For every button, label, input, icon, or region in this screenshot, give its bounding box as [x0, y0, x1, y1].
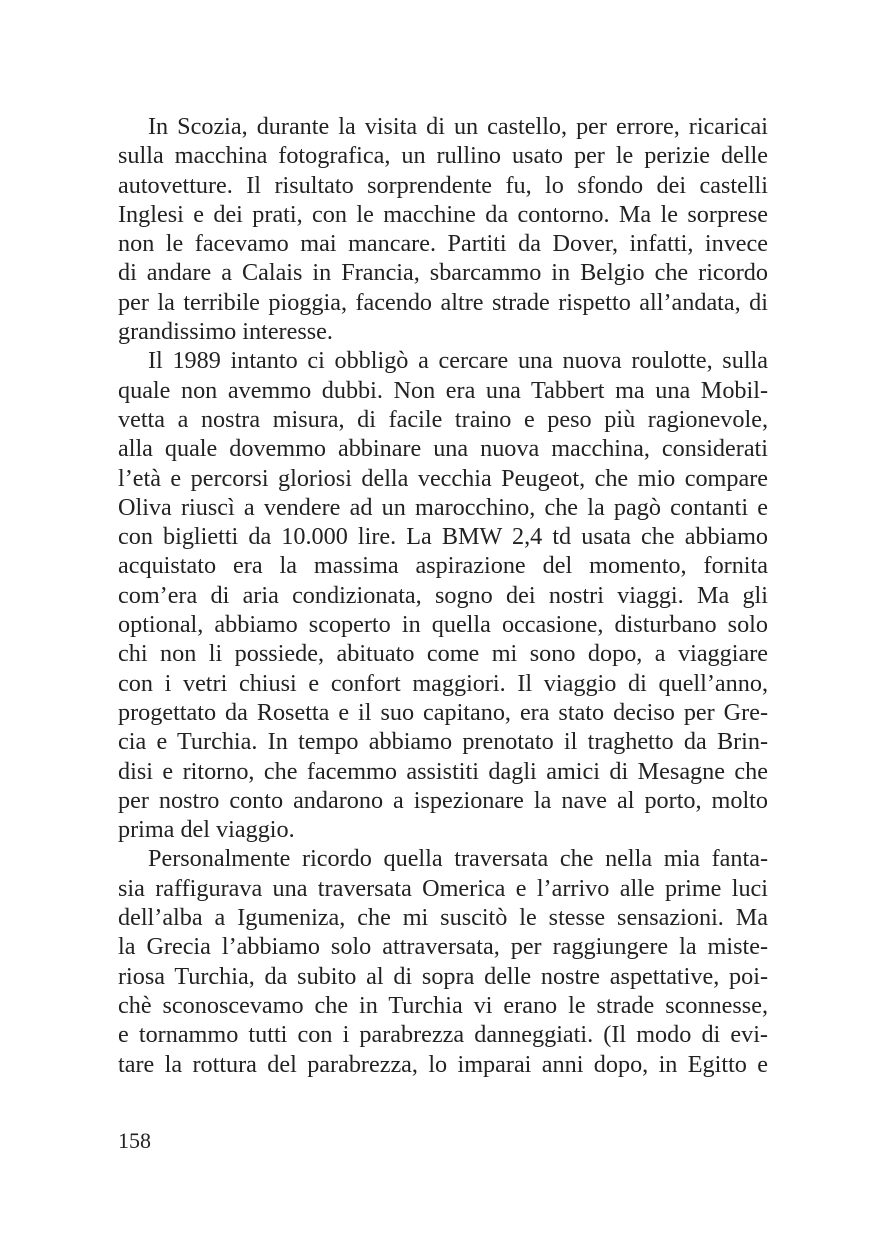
text-line: dell’alba a Igumeniza, che mi suscitò le stesse sensazioni. Ma — [118, 904, 768, 932]
text-line: disi e ritorno, che facemmo assistiti dagli amici di Mesagne che — [118, 757, 768, 785]
text-line: com’era di aria condizionata, sogno dei nostri viaggi. Ma gli — [118, 581, 768, 609]
text-line: riosa Turchia, da subito al di sopra delle nostre aspettative, poi- — [118, 962, 768, 990]
text-line: sia raffigurava una traversata Omerica e l’arrivo alle prime luci — [118, 874, 768, 902]
text-line: optional, abbiamo scoperto in quella occasione, disturbano solo — [118, 611, 768, 639]
text-line: non le facevamo mai mancare. Partiti da Dover, infatti, invece — [118, 230, 768, 258]
text-line: vetta a nostra misura, di facile traino e peso più ragionevole, — [118, 405, 768, 433]
text-line: per la terribile pioggia, facendo altre strade rispetto all’andata, di — [118, 288, 768, 316]
text-line: con i vetri chiusi e confort maggiori. Il viaggio di quell’anno, — [118, 669, 768, 697]
paragraph-1 — [118, 112, 768, 346]
page-number: 158 — [118, 1128, 151, 1153]
text-line: tare la rottura del parabrezza, lo imparai anni dopo, in Egitto e — [118, 1050, 768, 1078]
text-line: e tornammo tutti con i parabrezza danneggiati. (Il modo di evi- — [118, 1021, 768, 1049]
text-line: chi non li possiede, abituato come mi sono dopo, a viaggiare — [118, 640, 768, 668]
body-text — [118, 112, 768, 1079]
text-line: Il 1989 intanto ci obbligò a cercare una nuova roulotte, sulla — [148, 347, 768, 375]
text-line: con biglietti da 10.000 lire. La BMW 2,4 td usata che abbiamo — [118, 523, 768, 551]
text-line: Personalmente ricordo quella traversata che nella mia fanta- — [148, 845, 768, 873]
text-line: l’età e percorsi gloriosi della vecchia Peugeot, che mio compare — [118, 464, 768, 492]
text-line: In Scozia, durante la visita di un castello, per errore, ricaricai — [148, 113, 768, 140]
text-line: Inglesi e dei prati, con le macchine da contorno. Ma le sorprese — [118, 200, 768, 228]
text-line: grandissimo interesse. — [118, 318, 333, 346]
text-line: sulla macchina fotografica, un rullino usato per le perizie delle — [118, 142, 768, 170]
text-line: autovetture. Il risultato sorprendente fu, lo sfondo dei castelli — [118, 171, 768, 199]
text-line: la Grecia l’abbiamo solo attraversata, per raggiungere la miste- — [118, 933, 768, 961]
text-line: Oliva riuscì a vendere ad un marocchino, che la pagò contanti e — [118, 493, 768, 521]
text-line: cia e Turchia. In tempo abbiamo prenotato il traghetto da Brin- — [118, 728, 768, 756]
text-line: quale non avemmo dubbi. Non era una Tabbert ma una Mobil- — [118, 376, 768, 404]
text-line: di andare a Calais in Francia, sbarcammo in Belgio che ricordo — [118, 259, 768, 287]
text-line: alla quale dovemmo abbinare una nuova macchina, considerati — [118, 435, 768, 463]
text-line: progettato da Rosetta e il suo capitano, era stato deciso per Gre- — [118, 698, 768, 726]
paragraph-3 — [118, 844, 768, 1078]
text-line: prima del viaggio. — [118, 816, 295, 844]
text-line: chè sconoscevamo che in Turchia vi erano le strade sconnesse, — [118, 991, 768, 1019]
paragraph-2 — [118, 346, 768, 844]
text-line: per nostro conto andarono a ispezionare la nave al porto, molto — [118, 786, 768, 814]
text-line: acquistato era la massima aspirazione del momento, fornita — [118, 552, 768, 580]
